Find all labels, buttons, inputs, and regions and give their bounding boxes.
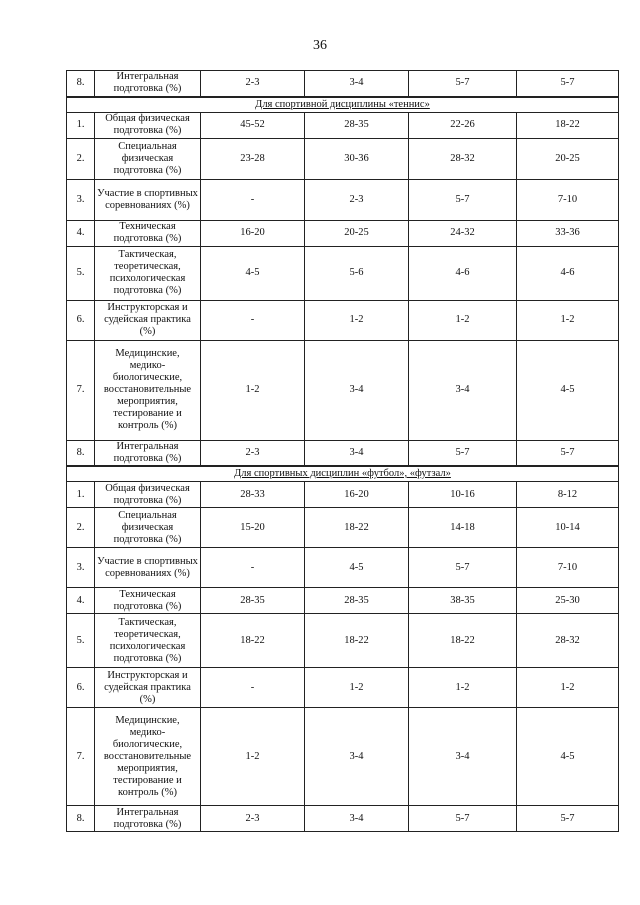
row-number: 4. [67, 588, 95, 614]
value-cell: 45-52 [201, 112, 305, 138]
row-name: Медицинские, медико-биологические, восстановительные мероприятия, тестирование и контроль (%) [95, 340, 201, 440]
value-cell: 5-7 [517, 71, 619, 97]
value-cell: 3-4 [305, 806, 409, 832]
value-cell: 4-6 [517, 246, 619, 300]
table-row [67, 179, 619, 220]
row-number: 8. [67, 71, 95, 97]
row-name: Инструкторская и судейская практика (%) [95, 668, 201, 708]
value-cell: 3-4 [305, 440, 409, 466]
table-row [67, 220, 619, 246]
row-number: 3. [67, 179, 95, 220]
row-number: 7. [67, 708, 95, 806]
value-cell: 1-2 [305, 300, 409, 340]
value-cell: 4-5 [517, 708, 619, 806]
row-name: Инструкторская и судейская практика (%) [95, 300, 201, 340]
value-cell: 5-6 [305, 246, 409, 300]
value-cell: 15-20 [201, 508, 305, 548]
value-cell: 38-35 [409, 588, 517, 614]
value-cell: 4-5 [305, 548, 409, 588]
row-name: Общая физическая подготовка (%) [95, 112, 201, 138]
value-cell: 1-2 [201, 708, 305, 806]
section-title: Для спортивной дисциплины «теннис» [255, 98, 430, 110]
table-row [67, 440, 619, 466]
value-cell: 30-36 [305, 138, 409, 179]
table-row [67, 71, 619, 97]
row-number: 3. [67, 548, 95, 588]
value-cell: 20-25 [517, 138, 619, 179]
value-cell: 5-7 [409, 806, 517, 832]
value-cell: 14-18 [409, 508, 517, 548]
value-cell: 16-20 [305, 482, 409, 508]
value-cell: - [201, 548, 305, 588]
row-number: 8. [67, 440, 95, 466]
value-cell: 7-10 [517, 548, 619, 588]
value-cell: - [201, 179, 305, 220]
value-cell: 3-4 [305, 71, 409, 97]
row-name: Тактическая, теоретическая, психологическая подготовка (%) [95, 614, 201, 668]
row-name: Интегральная подготовка (%) [95, 806, 201, 832]
row-name: Участие в спортивных соревнованиях (%) [95, 179, 201, 220]
row-number: 4. [67, 220, 95, 246]
value-cell: 28-35 [305, 112, 409, 138]
value-cell: 22-26 [409, 112, 517, 138]
value-cell: 5-7 [409, 440, 517, 466]
value-cell: 18-22 [409, 614, 517, 668]
value-cell: 23-28 [201, 138, 305, 179]
row-number: 6. [67, 300, 95, 340]
row-name: Тактическая, теоретическая, психологическая подготовка (%) [95, 246, 201, 300]
table-row [67, 138, 619, 179]
value-cell: 18-22 [305, 508, 409, 548]
value-cell: 4-5 [517, 340, 619, 440]
row-number: 5. [67, 246, 95, 300]
table-row [67, 614, 619, 668]
value-cell: 5-7 [409, 179, 517, 220]
row-name: Общая физическая подготовка (%) [95, 482, 201, 508]
value-cell: 33-36 [517, 220, 619, 246]
table-row [67, 708, 619, 806]
table-row [67, 508, 619, 548]
row-name: Техническая подготовка (%) [95, 588, 201, 614]
row-number: 1. [67, 112, 95, 138]
table-row [67, 112, 619, 138]
row-name: Интегральная подготовка (%) [95, 71, 201, 97]
value-cell: 3-4 [305, 708, 409, 806]
row-name: Техническая подготовка (%) [95, 220, 201, 246]
value-cell: 28-33 [201, 482, 305, 508]
value-cell: 5-7 [517, 806, 619, 832]
section-header [67, 97, 619, 113]
row-number: 2. [67, 508, 95, 548]
value-cell: 4-6 [409, 246, 517, 300]
row-name: Интегральная подготовка (%) [95, 440, 201, 466]
value-cell: 25-30 [517, 588, 619, 614]
table-row [67, 482, 619, 508]
value-cell: 1-2 [517, 300, 619, 340]
table-row [67, 340, 619, 440]
section-title: Для спортивных дисциплин «футбол», «футзал» [234, 468, 451, 479]
value-cell: 10-14 [517, 508, 619, 548]
value-cell: 28-35 [201, 588, 305, 614]
value-cell: 1-2 [517, 668, 619, 708]
value-cell: 4-5 [201, 246, 305, 300]
row-name: Специальная физическая подготовка (%) [95, 508, 201, 548]
table-row [67, 668, 619, 708]
value-cell: 1-2 [409, 300, 517, 340]
row-number: 1. [67, 482, 95, 508]
row-name: Участие в спортивных соревнованиях (%) [95, 548, 201, 588]
value-cell: 18-22 [201, 614, 305, 668]
value-cell: 1-2 [305, 668, 409, 708]
training-volume-table [66, 70, 619, 832]
row-number: 2. [67, 138, 95, 179]
table-row [67, 588, 619, 614]
value-cell: 3-4 [305, 340, 409, 440]
value-cell: - [201, 668, 305, 708]
table-row [67, 246, 619, 300]
value-cell: 2-3 [201, 806, 305, 832]
value-cell: 7-10 [517, 179, 619, 220]
table-row [67, 548, 619, 588]
value-cell: 5-7 [517, 440, 619, 466]
row-number: 6. [67, 668, 95, 708]
value-cell: 5-7 [409, 71, 517, 97]
value-cell: 28-35 [305, 588, 409, 614]
value-cell: 2-3 [305, 179, 409, 220]
value-cell: 8-12 [517, 482, 619, 508]
value-cell: 3-4 [409, 340, 517, 440]
value-cell: 24-32 [409, 220, 517, 246]
row-name: Медицинские, медико-биологические, восстановительные мероприятия, тестирование и контроль (%) [95, 708, 201, 806]
value-cell: 1-2 [409, 668, 517, 708]
section-header [67, 466, 619, 482]
value-cell: 18-22 [517, 112, 619, 138]
value-cell: 16-20 [201, 220, 305, 246]
row-name: Специальная физическая подготовка (%) [95, 138, 201, 179]
table-row [67, 300, 619, 340]
page-number: 36 [313, 38, 327, 53]
value-cell: 18-22 [305, 614, 409, 668]
value-cell: 28-32 [409, 138, 517, 179]
value-cell: 2-3 [201, 440, 305, 466]
table-row [67, 806, 619, 832]
value-cell: 2-3 [201, 71, 305, 97]
row-number: 8. [67, 806, 95, 832]
value-cell: - [201, 300, 305, 340]
value-cell: 20-25 [305, 220, 409, 246]
value-cell: 1-2 [201, 340, 305, 440]
value-cell: 28-32 [517, 614, 619, 668]
value-cell: 5-7 [409, 548, 517, 588]
value-cell: 10-16 [409, 482, 517, 508]
row-number: 5. [67, 614, 95, 668]
value-cell: 3-4 [409, 708, 517, 806]
row-number: 7. [67, 340, 95, 440]
